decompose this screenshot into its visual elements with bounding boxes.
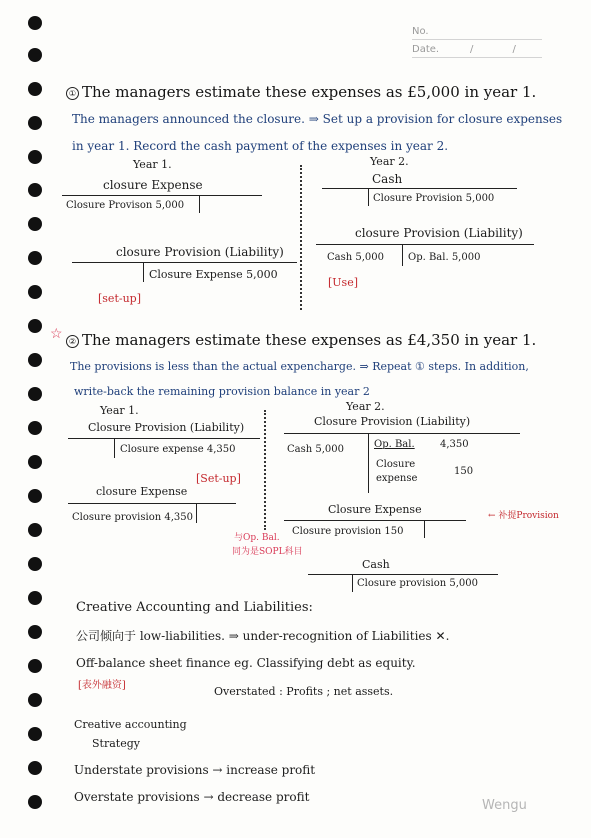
t-account-divider — [199, 195, 200, 213]
s1-provision-title: closure Provision (Liability) — [116, 245, 284, 259]
section2-note-2: write-back the remaining provision balance in year 2 — [74, 385, 370, 398]
section3-line2: Off-balance sheet finance eg. Classifying debt as equity. — [76, 656, 416, 670]
t-account-line — [284, 520, 466, 521]
s1-cash-credit: Closure Provision 5,000 — [373, 193, 495, 204]
section3-line1: 公司倾向于 low-liabilities. ⇒ under-recognition of Liabilities ✕. — [76, 629, 450, 643]
t-account-divider — [143, 262, 144, 282]
brand-watermark: Wengu — [482, 798, 527, 813]
s2-year2-label: Year 2. — [346, 400, 385, 413]
s1-closure-expense-title: closure Expense — [103, 178, 203, 192]
binder-hole — [28, 727, 42, 741]
binder-hole — [28, 761, 42, 775]
binder-hole — [28, 489, 42, 503]
t-account-divider — [196, 503, 197, 523]
s2-sopl-annotation: 同为是SOPL科目 — [232, 547, 303, 557]
binder-hole — [28, 16, 42, 30]
binder-hole — [28, 183, 42, 197]
s2-y2-opbal-value: 4,350 — [440, 439, 469, 450]
section2-heading — [66, 331, 536, 349]
section3-heading: Creative Accounting and Liabilities: — [76, 600, 313, 615]
binder-hole — [28, 48, 42, 62]
star-icon: ☆ — [50, 326, 63, 342]
date-value: / / — [470, 44, 534, 55]
s2-year1-label: Year 1. — [100, 404, 139, 417]
binder-hole — [28, 217, 42, 231]
column-divider — [264, 410, 266, 530]
s1-y2-provision-debit: Cash 5,000 — [327, 252, 384, 263]
s2-cash-credit: Closure provision 5,000 — [357, 578, 478, 589]
s1-closure-expense-debit: Closure Provison 5,000 — [66, 200, 185, 211]
s2-provision-title: Closure Provision (Liability) — [88, 421, 245, 434]
section1-number: ① — [66, 87, 79, 100]
s2-cash-title: Cash — [362, 558, 390, 571]
no-line — [412, 39, 542, 40]
s2-topup-annotation: ← 补提Provision — [488, 511, 559, 521]
binder-hole — [28, 625, 42, 639]
section3-line3: Overstated : Profits ; net assets. — [214, 685, 394, 698]
binder-hole — [28, 421, 42, 435]
binder-hole — [28, 319, 42, 333]
s2-y2-closure-expense-debit: Closure provision 150 — [292, 526, 404, 537]
section3-offbalance-note: [表外融资] — [78, 680, 126, 691]
s2-closure-expense-title: closure Expense — [96, 485, 188, 498]
section1-heading-text: The managers estimate these expenses as £5,000 in year 1. — [82, 83, 537, 101]
s1-y2-provision-credit: Op. Bal. 5,000 — [408, 252, 481, 263]
s2-y2-closure-label: Closure — [376, 459, 416, 470]
t-account-line — [284, 433, 520, 434]
s2-opbal-annotation: 与Op. Bal. — [234, 533, 280, 543]
section2-heading-text: The managers estimate these expenses as £4,350 in year 1. — [82, 331, 537, 349]
s1-setup-tag: [set-up] — [98, 292, 142, 305]
t-account-line — [68, 438, 260, 439]
section3-strategy-a: Creative accounting — [74, 718, 187, 731]
s1-use-tag: [Use] — [328, 276, 359, 289]
t-account-divider — [352, 574, 353, 592]
binder-hole — [28, 150, 42, 164]
t-account-divider — [424, 520, 425, 538]
s1-year2-label: Year 2. — [370, 155, 409, 168]
binder-hole — [28, 693, 42, 707]
s2-closure-expense-debit: Closure provision 4,350 — [72, 512, 193, 523]
binder-hole — [28, 591, 42, 605]
s2-y2-150-value: 150 — [454, 466, 474, 477]
section3-line4: Understate provisions → increase profit — [74, 763, 316, 777]
t-account-line — [62, 195, 262, 196]
section1-note-1: The managers announced the closure. ⇒ Set up a provision for closure expenses — [72, 112, 563, 126]
s1-provision-credit: Closure Expense 5,000 — [149, 268, 278, 281]
s2-y2-closure-expense-title: Closure Expense — [328, 503, 422, 516]
binder-hole — [28, 353, 42, 367]
binder-hole — [28, 82, 42, 96]
s2-y2-expense-label: expense — [376, 473, 418, 484]
binder-hole — [28, 116, 42, 130]
no-label: No. — [412, 26, 429, 37]
t-account-divider — [368, 433, 369, 493]
section2-number: ② — [66, 335, 79, 348]
t-account-line — [322, 188, 517, 189]
t-account-line — [68, 503, 236, 504]
s2-setup-tag: [Set-up] — [196, 472, 241, 485]
s1-cash-title: Cash — [372, 172, 403, 186]
s2-y2-provision-title: Closure Provision (Liability) — [314, 415, 471, 428]
t-account-divider — [114, 438, 115, 458]
binder-hole — [28, 251, 42, 265]
section3-strategy-b: Strategy — [92, 737, 140, 750]
date-label: Date. — [412, 44, 440, 55]
s2-provision-credit: Closure expense 4,350 — [120, 444, 236, 455]
binder-hole — [28, 659, 42, 673]
t-account-line — [72, 262, 297, 263]
t-account-line — [316, 244, 534, 245]
s1-y2-provision-title: closure Provision (Liability) — [355, 226, 523, 240]
s1-year1-label: Year 1. — [133, 158, 172, 171]
s2-y2-opbal-label: Op. Bal. — [374, 439, 415, 450]
t-account-line — [308, 574, 498, 575]
binder-hole — [28, 795, 42, 809]
t-account-divider — [402, 244, 403, 266]
t-account-divider — [368, 188, 369, 206]
section2-note-1: The provisions is less than the actual expencharge. ⇒ Repeat ① steps. In addition, — [70, 360, 529, 373]
s2-y2-provision-debit: Cash 5,000 — [287, 444, 344, 455]
binder-hole — [28, 387, 42, 401]
date-line — [412, 57, 542, 58]
binder-hole — [28, 285, 42, 299]
binder-hole — [28, 455, 42, 469]
column-divider — [300, 165, 302, 310]
section3-line5: Overstate provisions → decrease profit — [74, 790, 310, 804]
binder-hole — [28, 523, 42, 537]
section1-note-2: in year 1. Record the cash payment of the expenses in year 2. — [72, 139, 449, 153]
binder-hole — [28, 557, 42, 571]
section1-heading — [66, 83, 536, 101]
